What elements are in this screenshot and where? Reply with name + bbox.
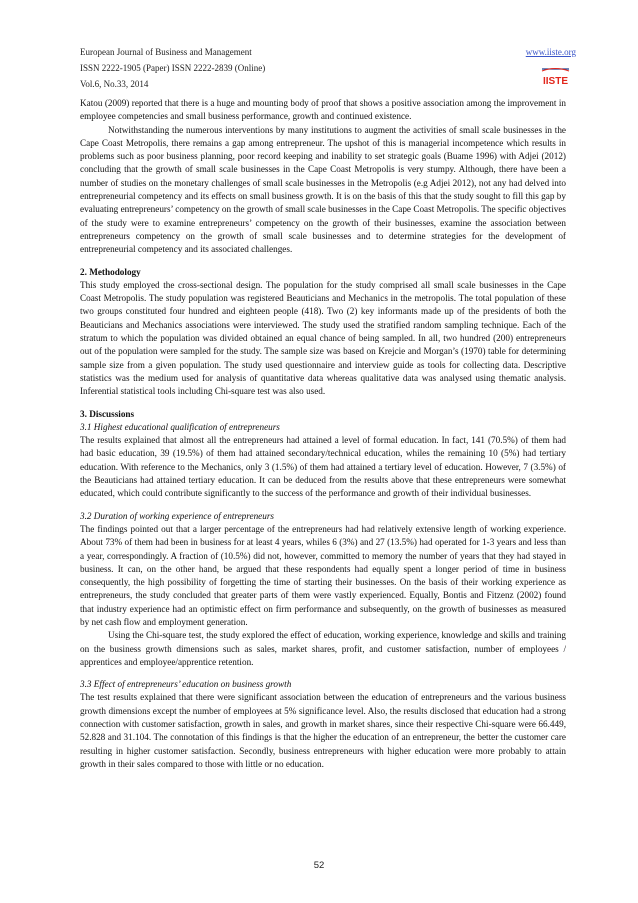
heading-discussions: 3. Discussions	[80, 408, 135, 419]
issn-line: ISSN 2222-1905 (Paper) ISSN 2222-2839 (Online)	[80, 63, 266, 73]
heading-methodology: 2. Methodology	[80, 266, 141, 277]
journal-title: European Journal of Business and Management	[80, 47, 252, 57]
volume-line: Vol.6, No.33, 2014	[80, 79, 149, 89]
paragraph-3-2b: Using the Chi-square test, the study explored the effect of education, working experience, knowledge and skills and training on the business growth dimensions such as sales, market shares, profit, and customer satisfaction, number of employees / apprentices and employee/apprentice retention.	[80, 630, 566, 667]
page-number: 52	[313, 860, 325, 871]
paragraph-3-3: The test results explained that there were significant association between the education of entrepreneurs and the various business growth dimensions except the number of employees at 5% significance level. Also, the results disclosed that education had a strong connection with customer satisfaction, growth in sales, and growth in market shares, since their respective Chi-square were 66.449, 52.828 and 31.104. The connotation of this findings is that the higher the education of an entrepreneur, the better the customer care resulting in higher customer satisfaction. Secondly, business entrepreneurs with higher education were more probably to attain growth in their sales compared to those with little or no education.	[80, 692, 566, 769]
subheading-3-2: 3.2 Duration of working experience of entrepreneurs	[80, 510, 275, 521]
journal-url-link[interactable]: www.iiste.org	[525, 47, 576, 57]
subheading-3-1: 3.1 Highest educational qualification of entrepreneurs	[80, 421, 280, 432]
paragraph-methodology: This study employed the cross-sectional design. The population for the study comprised all small scale businesses in the Cape Coast Metropolis. The study population was registered Beauticians and Mechanics in the metropolis. The total population of these two groups constituted four hundred and eighteen people (418). Two (2) key informants made up of the presidents of both the Beauticians and Mechanics associations were interviewed. The study used the stratified random sampling technique. Each of the stratum to which the population was divided obtained an equal chance of being sampled. In all, two hundred (200) entrepreneurs out of the population were sampled for the study. The sample size was based on Krejcie and Morgan’s (1970) table for determining sample size from a given population. The study used questionnaire and interview guide as tools for collecting data. Descriptive statistics was the medium used for analysis of quantitative data whereas qualitative data was analysed using thematic analysis. Inferential statistical tools including Chi-square test was also used.	[80, 279, 566, 397]
logo-lettering: IISTE	[542, 76, 569, 87]
paragraph-intro: Katou (2009) reported that there is a huge and mounting body of proof that shows a positive association among the improvement in employee competencies and small business performance, growth and continued existence.	[80, 98, 566, 122]
iiste-logo	[539, 65, 572, 89]
paragraph-gap: Notwithstanding the numerous interventions by many institutions to augment the activities of small scale businesses in the Cape Coast Metropolis, there remains a gap among entrepreneur. The upshot of this is managerial incompetence which results in problems such as poor business planning, poor record keeping and inability to set strategic goals (Buame 1996) with Adjei (2012) concluding that the growth of small scale businesses in the Cape Coast Metropolis is very stumpy. Although, there have been a number of studies on the monetary challenges of small scale businesses in the Metropolis (e.g Adjei 2012), not any had delved into entrepreneurial competency and its effects on small business growth. It is on the basis of this that the study sought to fill this gap by evaluating entrepreneurs’ competency on the growth of small scale businesses in the Cape Coast Metropolis. The specific objectives of the study were to examine entrepreneurs’ competency on the growth of their businesses, examine the association between entrepreneurs competency on the growth of small scale businesses and to determine strategies for the development of entrepreneurial competency and its associated challenges.	[80, 124, 566, 255]
paragraph-3-1: The results explained that almost all the entrepreneurs had attained a level of formal education. In fact, 141 (70.5%) of them had had basic education, 39 (19.5%) of them had attained secondary/technical education, whiles the remaining 10 (5%) had tertiary education. With reference to the Mechanics, only 3 (1.5%) of them had attained a tertiary level of education. However, 7 (3.5%) of the Beauticians had attained tertiary education. It can be deduced from the results above that these entrepreneurs were somewhat educated, which could contribute significantly to the success of the performance and growth of their individual businesses.	[80, 435, 566, 499]
page-header	[80, 44, 576, 92]
paragraph-3-2: The findings pointed out that a larger percentage of the entrepreneurs had had relatively extensive length of working experience. About 73% of them had been in business for at least 4 years, whiles 6 (3%) and 27 (13.5%) had operated for 1-3 years and less than a year, correspondingly. A fraction of (10.5%) did not, however, committed to memory the number of years that they had stayed in business. It can, on the other hand, be argued that these respondents had equally spent a longer period of time in business consequently, the high possibility of forgetting the time of starting their businesses. On the basis of their working experience as entrepreneurs, the study concluded that greater parts of them were vastly experienced. Equally, Bontis and Fitzenz (2002) found that industry experience had an optimistic effect on firm performance and subsequently, on the growth of businesses as measured by net cash flow and employment generation.	[80, 523, 566, 627]
article-body	[80, 97, 566, 771]
subheading-3-3: 3.3 Effect of entrepreneurs’ education on business growth	[80, 679, 292, 690]
